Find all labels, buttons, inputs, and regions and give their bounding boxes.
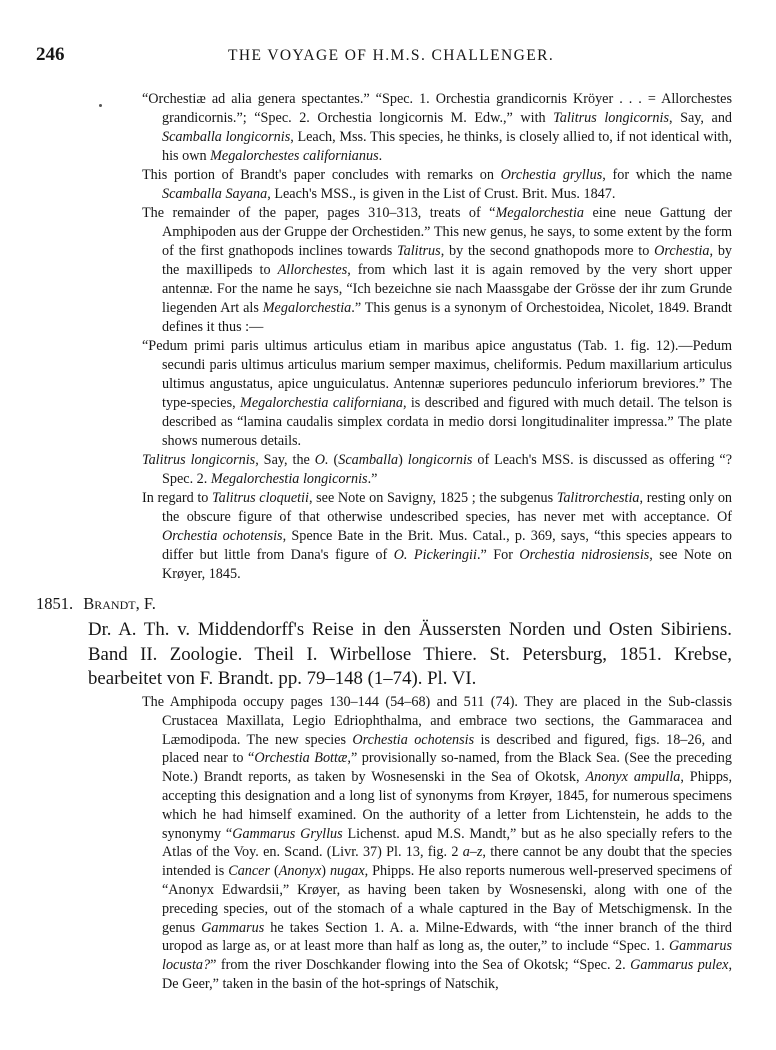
entry-heading — [36, 594, 156, 614]
entry-year: 1851. — [36, 594, 74, 613]
continued-entry — [142, 90, 732, 584]
work-title: Dr. A. Th. v. Middendorff's Reise in den Äussersten Norden und Osten Sibiriens. Band II. Zoologie. Theil I. Wirbellose Thiere. St. Petersburg, 1851. Krebse, bearbeitet von F. Brandt. pp. 79–148 (1–74). Pl. VI. — [88, 619, 732, 689]
stray-mark — [99, 104, 102, 107]
paragraph: “Orchestiæ ad alia genera spectantes.” “Spec. 1. Orchestia grandicornis Kröyer . . . = Allorchestes grandicornis.”; “Spec. 2. Orchestia longicornis M. Edw.,” with Talitrus longicornis, Say, and Scamballa longicornis, Leach, Mss. This species, he thinks, is closely allied to, if not identical with, his own Megalorchestes californianus. — [142, 91, 733, 164]
entry-body — [142, 693, 732, 994]
paragraph: The Amphipoda occupy pages 130–144 (54–68) and 511 (74). They are placed in the Sub-classis Crustacea Maxillata, Legio Edriophthalma, and embrace two sections, the Gammaracea and Læmodipoda. The new species Orchestia ochotensis is described and figured, figs. 18–26, and placed near to “Orchestia Bottæ,” provisionally so-named, from the Black Sea. (See the preceding Note.) Brandt reports, as taken by Wosnesenski in the Sea of Okotsk, Anonyx ampulla, Phipps, accepting this designation and a long list of synonyms from Krøyer, 1845, for numerous specimens which he had himself examined. On the authority of a letter from Lichtenstein, he adds to the synonymy “Gammarus Gryllus Lichenst. apud M.S. Mandt,” but as he also specially refers to the Atlas of the Voy. en. Scand. (Livr. 37) Pl. 13, fig. 2 a–z, there cannot be any doubt that the species intended is Cancer (Anonyx) nugax, Phipps. He also reports numerous well-preserved specimens of “Anonyx Edwardsii,” Krøyer, as having been taken by Wosnesenski, along with one of the preceding species, out of the stomach of a whale captured in the Bay of Metschigmensk. In the genus Gammarus he takes Section 1. A. a. Milne-Edwards, with “the inner branch of the third uropod as large as, or at least more than half as long as, the outer,” to include “Spec. 1. Gammarus locusta?” from the river Doschkander flowing into the Sea of Okotsk; “Spec. 2. Gammarus pulex, De Geer,” taken in the basin of the hot-springs of Natschik, — [142, 694, 732, 992]
paragraph: “Pedum primi paris ultimus articulus etiam in maribus apice angustatus (Tab. 1. fig. 12).—Pedum secundi paris ultimus articulus marium semper maximus, cheliformis. Pedum maxillarium articulus ultimus angustatus, apice unguiculatus. Antennæ superiores pedunculo inferiorum breviores.” The type-species, Megalorchestia californiana, is described and figured with much detail. The telson is described as “lamina caudalis simplex cordata in medio dorsi longitudinaliter impressa.” The plate shows numerous details. — [142, 338, 733, 449]
page-number: 246 — [36, 44, 65, 65]
paragraph: Talitrus longicornis, Say, the O. (Scamballa) longicornis of Leach's MSS. is discussed as offering “? Spec. 2. Megalorchestia longicornis.” — [142, 452, 732, 487]
running-title: THE VOYAGE OF H.M.S. CHALLENGER. — [228, 47, 555, 64]
paragraph: This portion of Brandt's paper concludes with remarks on Orchestia gryllus, for which the name Scamballa Sayana, Leach's MSS., is given in the List of Crust. Brit. Mus. 1847. — [142, 167, 732, 202]
page-header — [36, 44, 736, 68]
paragraph: The remainder of the paper, pages 310–313, treats of “Megalorchestia eine neue Gattung der Amphipoden aus der Gruppe der Orchestiden.” This new genus, he says, to some extent by the form of the first gnathopods inclines towards Talitrus, by the second gnathopods more to Orchestia, by the maxillipeds to Allorchestes, from which last it is again removed by the very short upper antennæ. For the name he says, “Ich bezeichne sie nach Maassgabe der Grösse der ihr zum Grunde liegenden Art als Megalorchestia.” This genus is a synonym of Orchestoidea, Nicolet, 1849. Brandt defines it thus :— — [142, 205, 733, 335]
entry-author: Brandt, F. — [83, 594, 156, 613]
paragraph: In regard to Talitrus cloquetii, see Note on Savigny, 1825 ; the subgenus Talitrorchestia, resting only on the obscure figure of that otherwise undescribed species, has never met with acceptance. Of Orchestia ochotensis, Spence Bate in the Brit. Mus. Catal., p. 369, says, “this species appears to differ but little from Dana's figure of O. Pickeringii.” For Orchestia nidrosiensis, see Note on Krøyer, 1845. — [142, 490, 733, 582]
